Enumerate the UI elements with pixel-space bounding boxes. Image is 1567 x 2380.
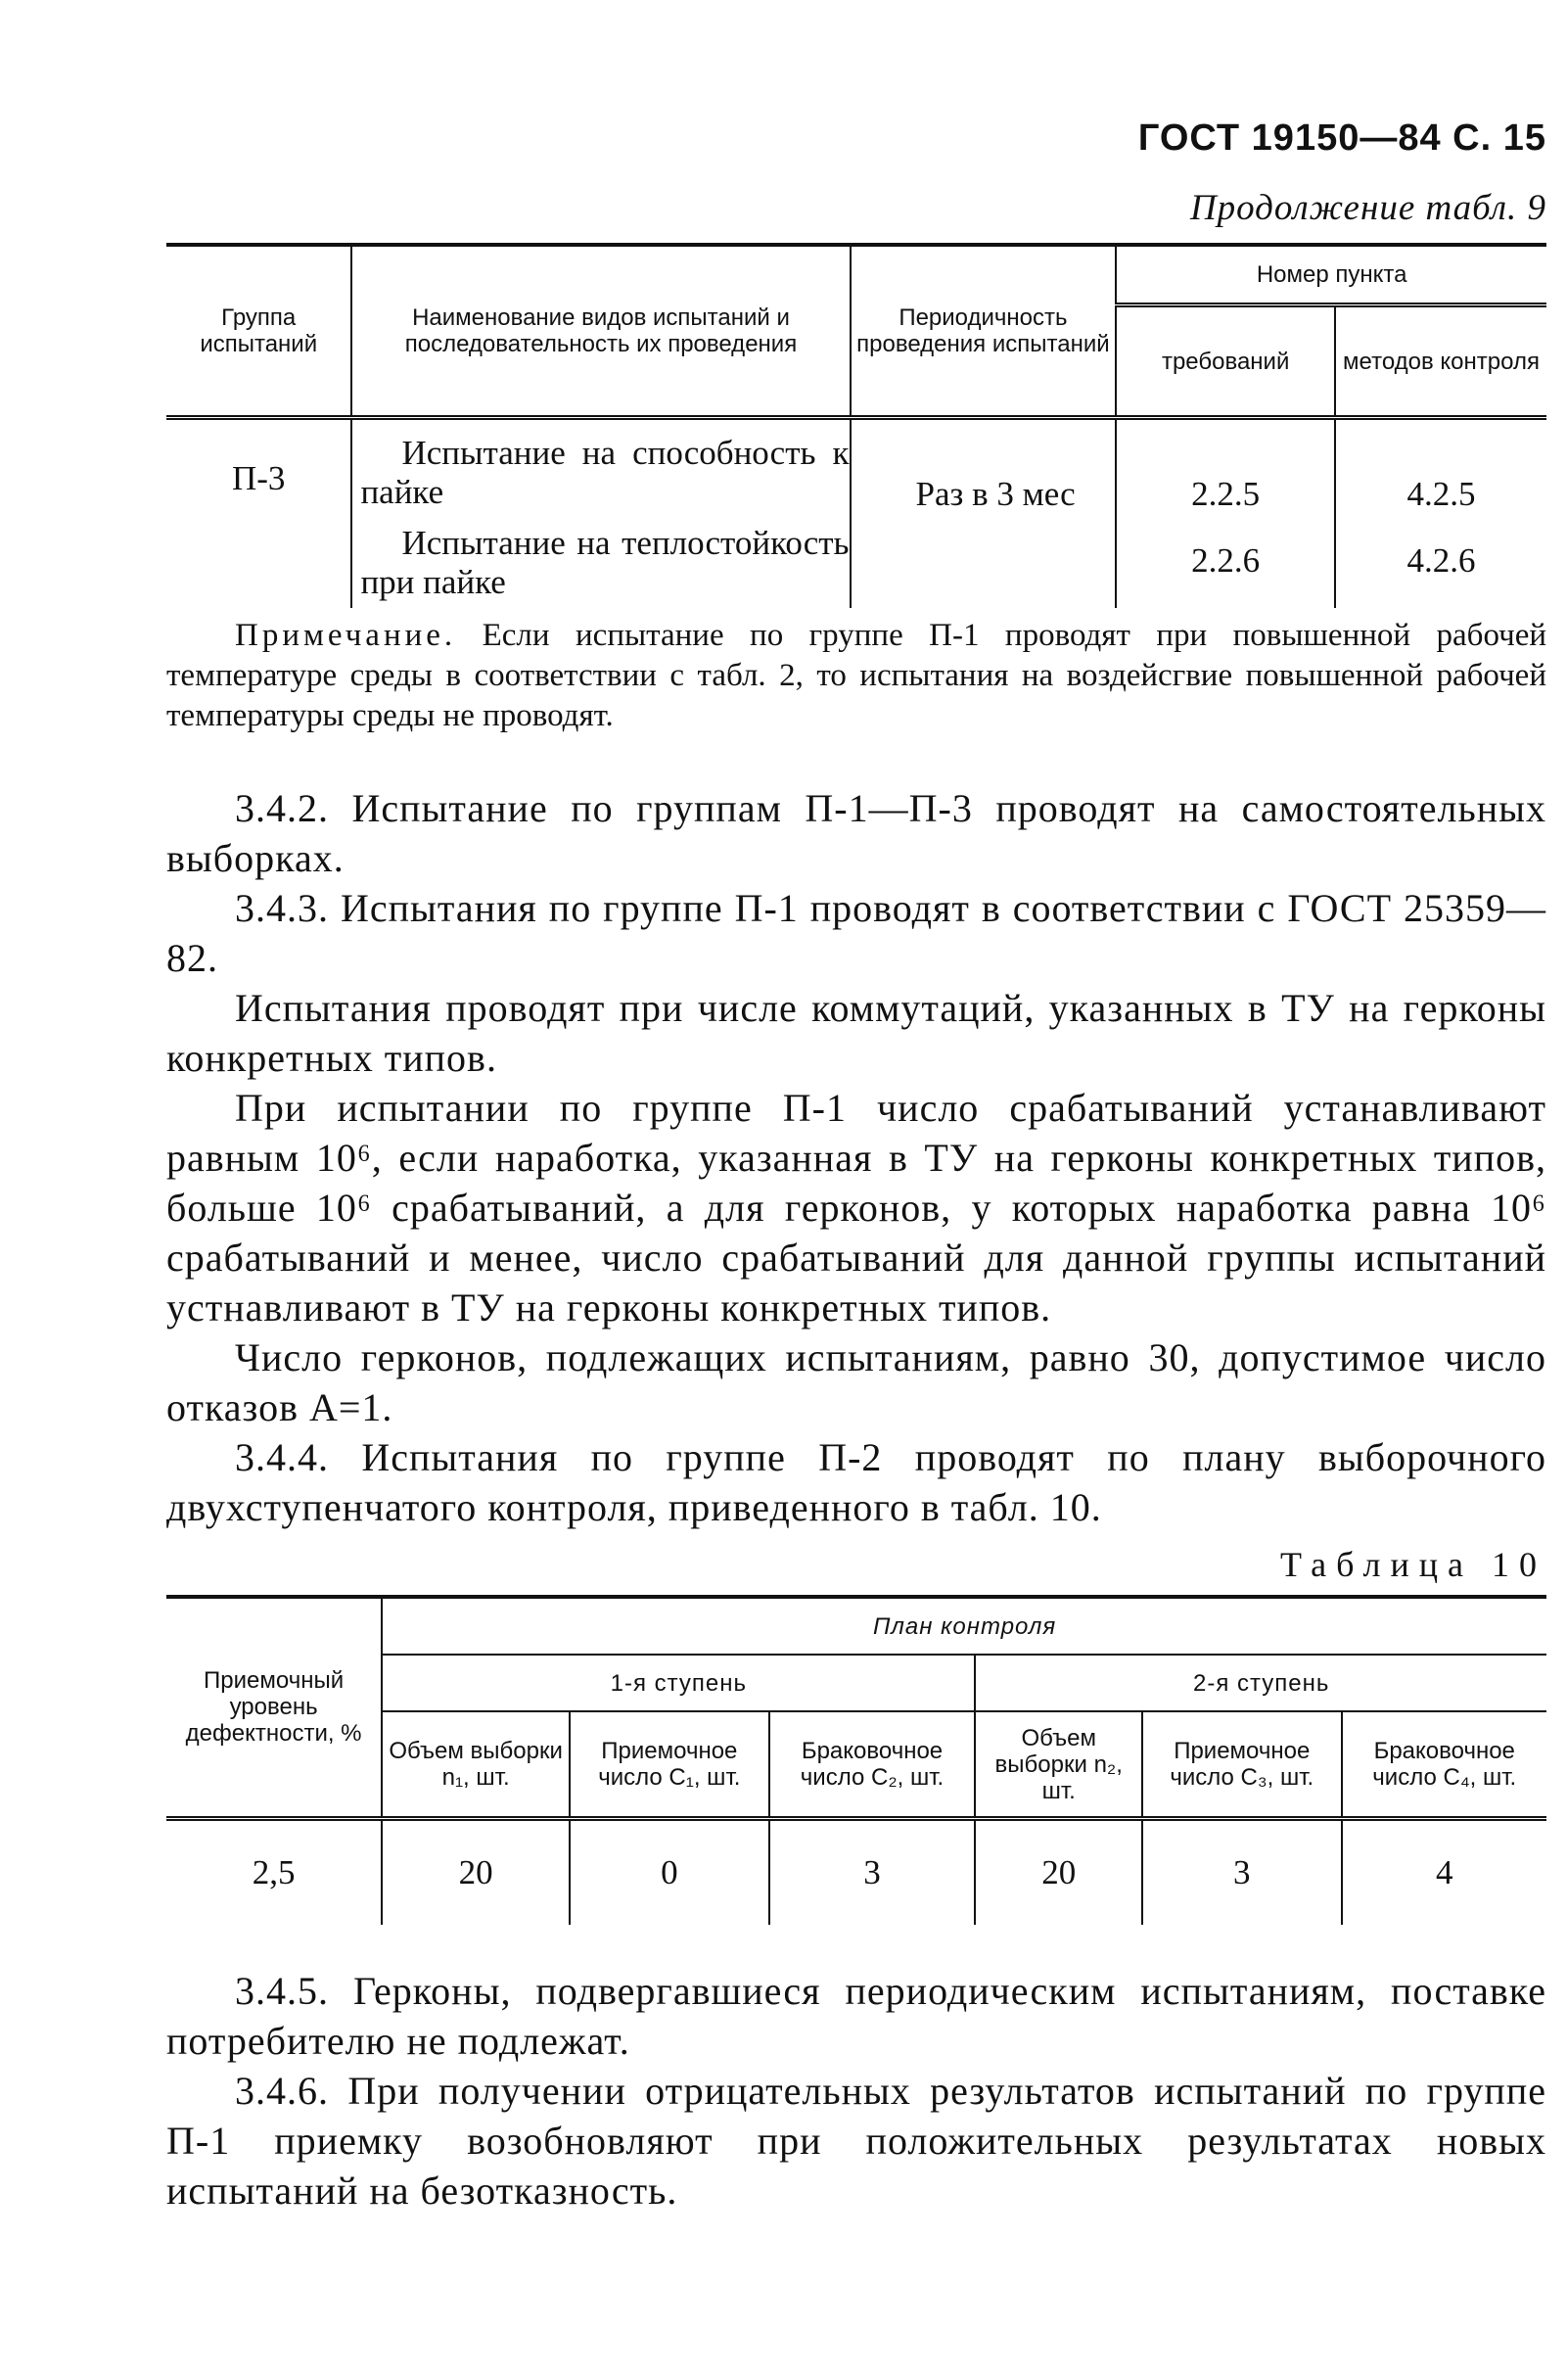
body-text [166, 783, 1546, 1532]
table10-title: Таблица 10 [1280, 1545, 1546, 1584]
para-3-4-3: 3.4.3. Испытания по группе П-1 проводят в соответствии с ГОСТ 25359—82. [166, 886, 1546, 980]
body-text-2 [166, 1966, 1546, 2216]
table-10 [166, 1595, 1546, 1925]
meth-heat: 4.2.6 [1406, 541, 1476, 580]
th-methods: методов контроля [1335, 305, 1546, 418]
cell-c1: 0 [570, 1819, 768, 1926]
th-stage1: 1-я ступень [382, 1655, 975, 1711]
meth-soldering: 4.2.5 [1406, 475, 1476, 513]
cell-n1: 20 [382, 1819, 570, 1926]
cell-group: П-3 [232, 459, 286, 497]
th-period: Периодичность проведения испытаний [851, 245, 1117, 418]
para-3-4-2: 3.4.2. Испытание по группам П-1—П-3 проводят на самостоятельных выборках. [166, 786, 1546, 880]
th-group: Группа испытаний [200, 304, 318, 357]
document-page [166, 117, 1546, 2216]
th-c4: Браковочное число C₄, шт. [1342, 1711, 1547, 1819]
test-soldering: Испытание на способность к пайке [360, 434, 850, 511]
cell-c4: 4 [1342, 1819, 1547, 1926]
running-header: ГОСТ 19150—84 С. 15 [1137, 117, 1546, 159]
cell-methods [1335, 418, 1546, 609]
th-c3: Приемочное число C₃, шт. [1142, 1711, 1341, 1819]
cell-aql: 2,5 [252, 1853, 296, 1891]
note-text: Если испытание по группе П-1 проводят при повышенной рабочей температуре среды в соответствии с табл. 2, то испытания на воздейсгвие повышенной рабочей температуры среды не проводят. [166, 618, 1546, 733]
cell-period: Раз в 3 мес [851, 418, 1117, 609]
cell-c3: 3 [1142, 1819, 1341, 1926]
th-plan: План контроля [382, 1597, 1546, 1655]
th-c1: Приемочное число C₁, шт. [570, 1711, 768, 1819]
para-3-4-4: 3.4.4. Испытания по группе П-2 проводят по плану выборочного двухступенчатого контроля, приведенного в табл. 10. [166, 1435, 1546, 1529]
cell-n2: 20 [975, 1819, 1142, 1926]
test-heat-resistance: Испытание на теплостойкость при пайке [360, 524, 850, 601]
para-3-4-6: 3.4.6. При получении отрицательных результатов испытаний по группе П-1 приемку возобновляют при положительных результатах новых испытаний на безотказность. [166, 2069, 1546, 2213]
th-test-name: Наименование видов испытаний и последовательность их проведения [351, 245, 850, 418]
cell-tests [351, 418, 850, 609]
th-c2: Браковочное число C₂, шт. [769, 1711, 976, 1819]
para-3-4-3-b: Испытания проводят при числе коммутаций, указанных в ТУ на герконы конкретных типов. [166, 986, 1546, 1080]
th-n2: Объем выборки n₂, шт. [975, 1711, 1142, 1819]
para-3-4-5: 3.4.5. Герконы, подвергавшиеся периодическим испытаниям, поставке потребителю не подлежат. [166, 1969, 1546, 2063]
note-label: Примечание. [235, 618, 457, 653]
table9-note [166, 616, 1546, 736]
para-3-4-3-c: При испытании по группе П-1 число срабатываний устанавливают равным 10⁶, если наработка, указанная в ТУ на герконы конкретных типов, больше 10⁶ срабатываний, а для герконов, у которых наработка равна 10⁶ срабатываний и менее, число срабатываний для данной группы испытаний устнавливают в ТУ на герконы конкретных типов. [166, 1086, 1546, 1330]
th-clause: Номер пункта [1116, 245, 1546, 305]
table9-continuation: Продолжение табл. 9 [1189, 188, 1546, 228]
th-aql: Приемочный уровень дефектности, % [185, 1667, 362, 1747]
req-heat: 2.2.6 [1191, 541, 1261, 580]
th-n1: Объем выборки n₁, шт. [382, 1711, 570, 1819]
th-requirements: требований [1116, 305, 1335, 418]
cell-c2: 3 [769, 1819, 976, 1926]
table-9 [166, 243, 1546, 608]
th-stage2: 2-я ступень [975, 1655, 1546, 1711]
para-3-4-3-d: Число герконов, подлежащих испытаниям, равно 30, допустимое число отказов A=1. [166, 1335, 1546, 1429]
req-soldering: 2.2.5 [1191, 475, 1261, 513]
cell-requirements [1116, 418, 1335, 609]
